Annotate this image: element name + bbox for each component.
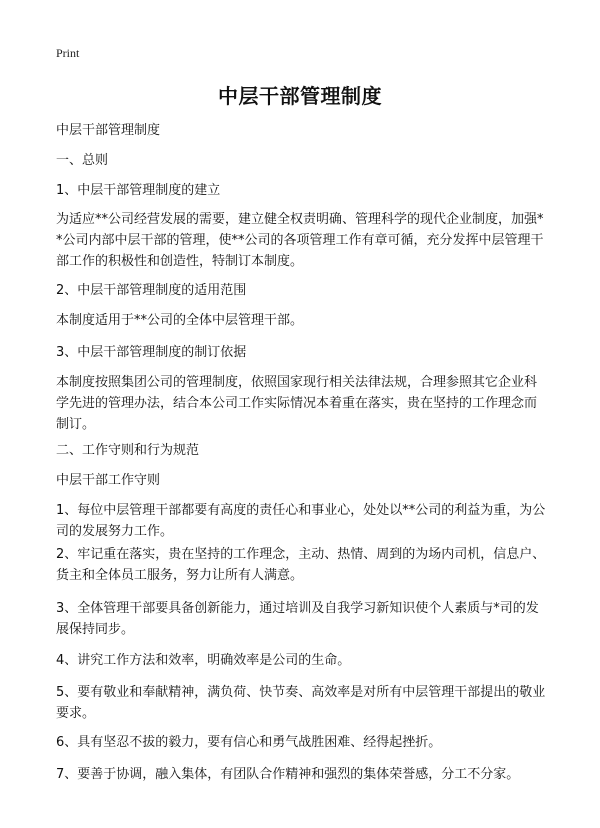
rule-item-7: 7、要善于协调，融入集体，有团队合作精神和强烈的集体荣誉感，分工不分家。 [56,767,520,782]
section-heading-general: 一、总则 [56,153,109,168]
rule-item-5: 5、要有敬业和奉献精神，满负荷、快节奏、高效率是对所有中层管理干部提出的敬业要求。 [56,685,546,721]
subheading-scope: 2、中层干部管理制度的适用范围 [56,283,247,298]
paragraph-purpose: 为适应**公司经营发展的需要，建立健全权责明确、管理科学的现代企业制度，加强**公司内部中层干部的管理，使**公司的各项管理工作有章可循，充分发挥中层管理干部工作的积极性和创造性，特制订本制度。 [56,212,544,269]
section-heading-conduct: 二、工作守则和行为规范 [56,443,200,458]
print-label: Print [56,46,80,60]
rule-item-3: 3、全体管理干部要具备创新能力，通过培训及自我学习新知识使个人素质与*司的发展保持同步。 [56,601,539,637]
paragraph-basis: 本制度按照集团公司的管理制度，依照国家现行相关法律法规，合理参照其它企业科学先进的管理办法，结合本公司工作实际情况本着重在落实，贵在坚持的工作理念而制订。 [56,375,538,432]
rule-item-1: 1、每位中层管理干部都要有高度的责任心和事业心，处处以**公司的利益为重，为公司的发展努力工作。 [56,503,546,539]
subheading-basis: 3、中层干部管理制度的制订依据 [56,345,247,360]
subheading-establishment: 1、中层干部管理制度的建立 [56,183,221,198]
subheading-work-rules: 中层干部工作守则 [56,473,161,488]
document-title: 中层干部管理制度 [218,84,382,108]
rule-item-6: 6、具有坚忍不拔的毅力，要有信心和勇气战胜困难、经得起挫折。 [56,735,442,750]
paragraph-scope: 本制度适用于**公司的全体中层管理干部。 [56,313,304,328]
rule-item-4: 4、讲究工作方法和效率，明确效率是公司的生命。 [56,653,351,668]
section-heading-subtitle: 中层干部管理制度 [56,123,161,138]
rule-item-2: 2、牢记重在落实，贵在坚持的工作理念，主动、热情、周到的为场内司机，信息户、货主和全体员工服务，努力让所有人满意。 [56,547,546,583]
